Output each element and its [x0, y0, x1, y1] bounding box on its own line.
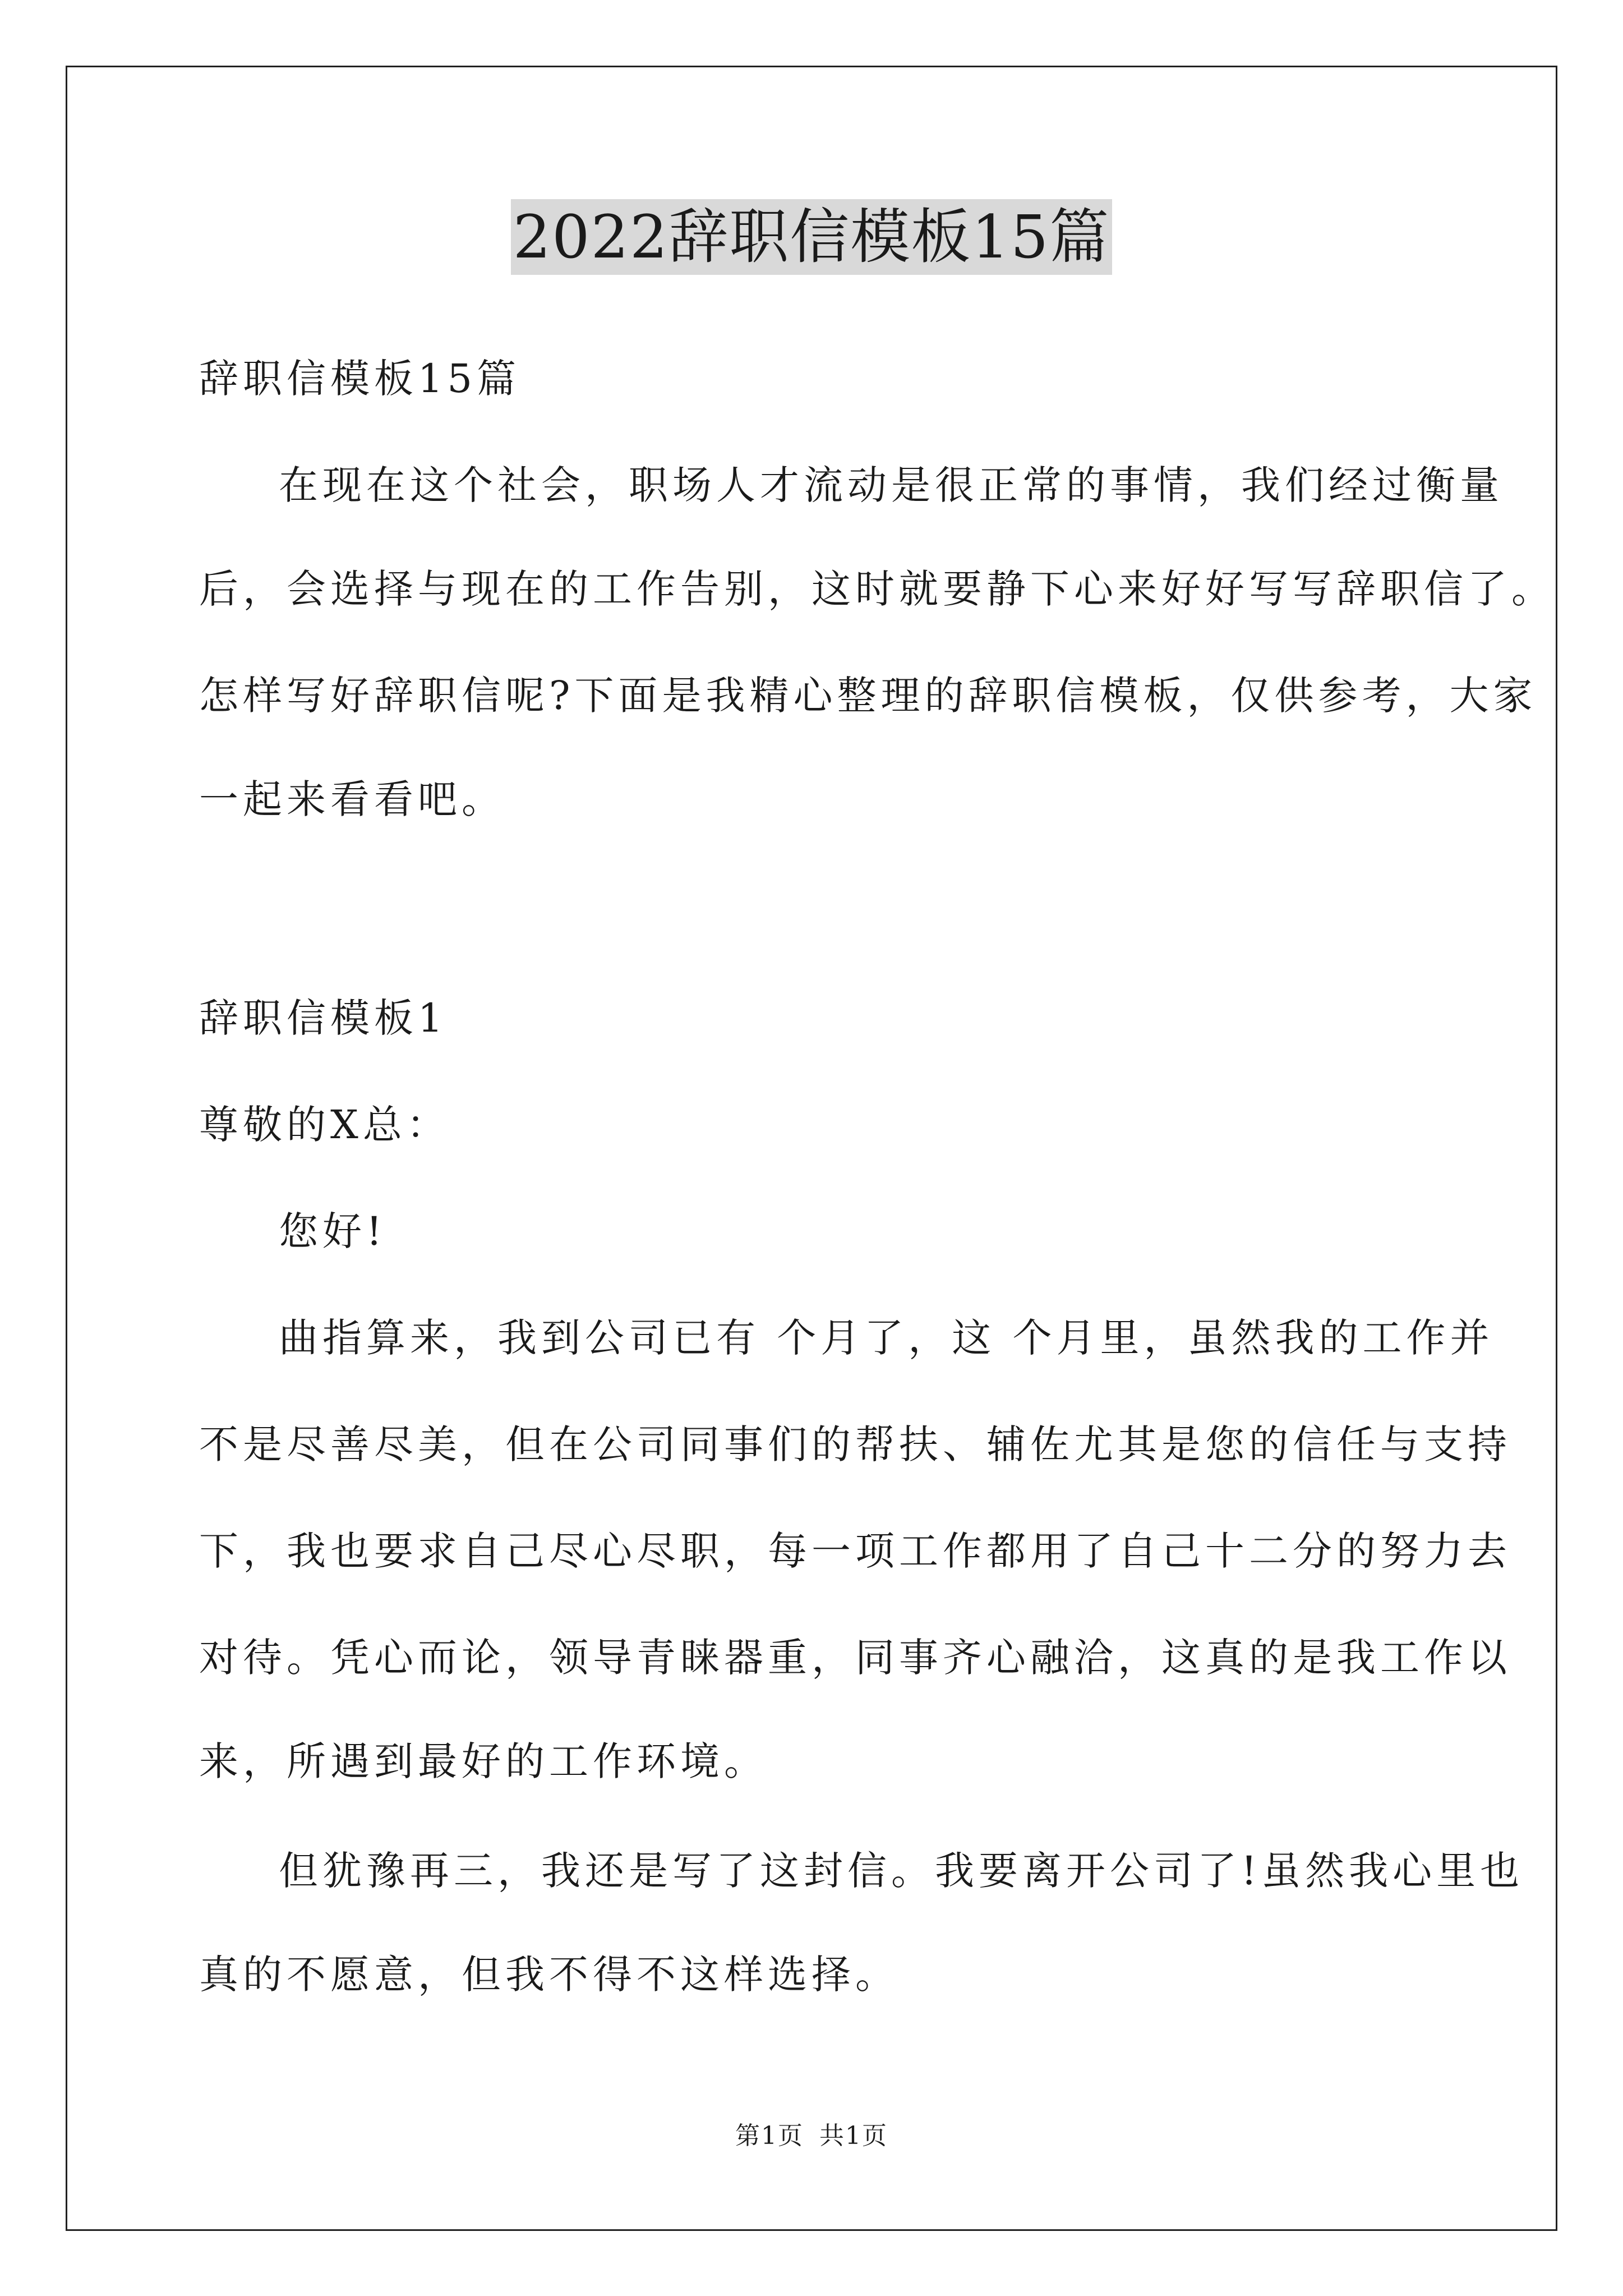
page-number: 第1页 — [735, 2122, 804, 2150]
intro-line: 后，会选择与现在的工作告别，这时就要静下心来好好写写辞职信了。 — [199, 566, 1555, 612]
document-title: 2022辞职信模板15篇 — [511, 199, 1113, 275]
intro-line: 怎样写好辞职信呢?下面是我精心整理的辞职信模板，仅供参考，大家 — [199, 673, 1537, 719]
paragraph-line: 对待。凭心而论，领导青睐器重，同事齐心融洽，这真的是我工作以 — [199, 1635, 1511, 1681]
paragraph-line: 但犹豫再三，我还是写了这封信。我要离开公司了!虽然我心里也 — [279, 1848, 1524, 1894]
greeting: 您好! — [279, 1208, 387, 1254]
paragraph-line: 真的不愿意，但我不得不这样选择。 — [199, 1952, 899, 1998]
paragraph-line: 来，所遇到最好的工作环境。 — [199, 1738, 768, 1784]
paragraph-line: 下，我也要求自己尽心尽职，每一项工作都用了自己十二分的努力去 — [199, 1528, 1511, 1574]
intro-line: 一起来看看吧。 — [199, 776, 505, 822]
intro-line: 在现在这个社会，职场人才流动是很正常的事情，我们经过衡量 — [279, 462, 1504, 508]
title-container — [0, 199, 1623, 275]
paragraph-line: 曲指算来，我到公司已有 个月了，这 个月里，虽然我的工作并 — [279, 1315, 1494, 1361]
page-total: 共1页 — [819, 2122, 888, 2150]
subtitle: 辞职信模板15篇 — [199, 356, 521, 402]
page-footer — [0, 2120, 1623, 2152]
section-heading: 辞职信模板1 — [199, 995, 448, 1041]
paragraph-line: 不是尽善尽美，但在公司同事们的帮扶、辅佐尤其是您的信任与支持 — [199, 1421, 1511, 1467]
salutation: 尊敬的X总： — [199, 1102, 450, 1148]
